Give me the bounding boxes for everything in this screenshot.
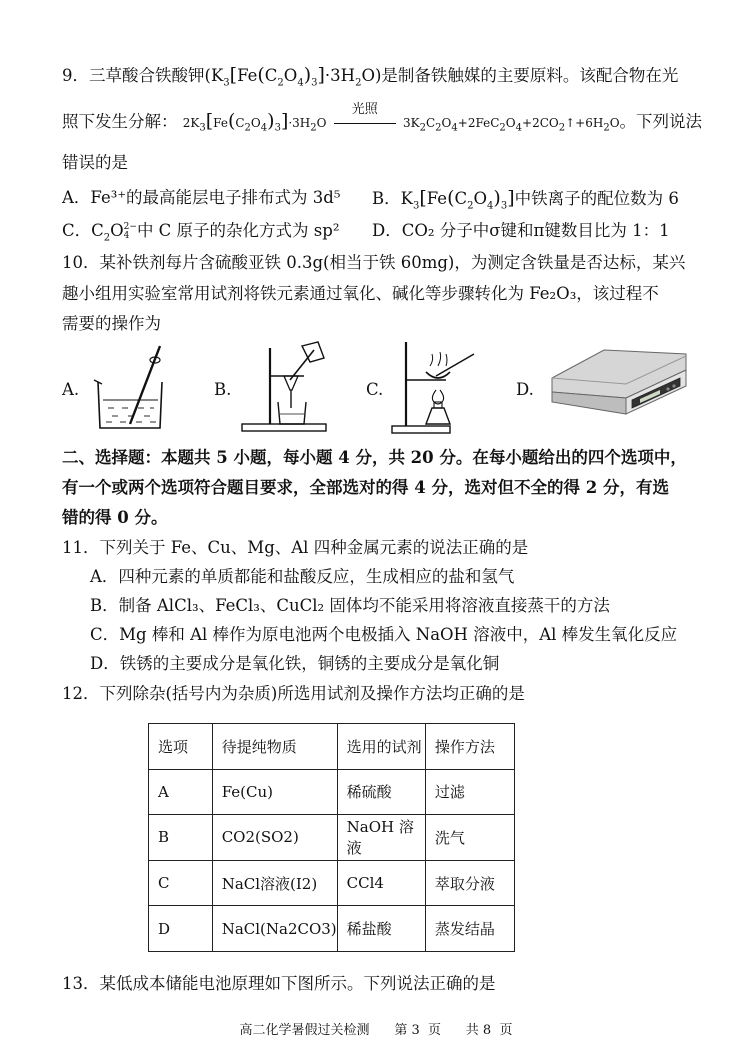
- q11-stem: 11．下列关于 Fe、Cu、Mg、Al 四种金属元素的说法正确的是: [62, 538, 529, 557]
- table-header-cell: 选项: [149, 724, 213, 770]
- table-cell: 洗气: [425, 815, 514, 861]
- q11-option-d: D．铁锈的主要成分是氧化铁，铜锈的主要成分是氧化铜: [90, 654, 500, 673]
- table-cell: 过滤: [425, 769, 514, 815]
- section2-line3: 错的得 0 分。: [62, 508, 168, 527]
- q9-option-c: C．$C_2O2-$ 4 中 C 原子的杂化方式为 sp²: [62, 221, 340, 244]
- table-cell: Fe(Cu): [212, 769, 337, 815]
- q9-line3: 错误的是: [62, 153, 128, 172]
- q10-label-b: B.: [214, 380, 232, 399]
- table-header-cell: 待提纯物质: [212, 724, 337, 770]
- filtration-setup-icon: [240, 340, 332, 434]
- table-header-cell: 选用的试剂: [337, 724, 425, 770]
- q9-intro-line: 9．三草酸合铁酸钾$(K_3[Fe(C_2O_4)_3]\cdot 3H_2O)$是制备铁触媒的主要原料。该配合物在光: [62, 64, 679, 89]
- table-cell: D: [149, 906, 213, 952]
- table-row: [149, 769, 515, 815]
- evaporation-setup-icon: [390, 340, 480, 436]
- q9-option-a: A．Fe³⁺的最高能层电子排布式为 3d⁵: [62, 188, 341, 207]
- formula-k3fec2o4: $K_3[Fe(C_2O_4)_3]$: [400, 187, 515, 212]
- q11-option-a: A．四种元素的单质都能和盐酸反应，生成相应的盐和氢气: [90, 567, 515, 586]
- beaker-stirring-icon: [90, 342, 172, 432]
- table-row: [149, 906, 515, 952]
- q10-label-d: D.: [516, 380, 534, 399]
- q10-line1: 10．某补铁剂每片含硫酸亚铁 0.3g(相当于铁 60mg)，为测定含铁量是否达标，某兴: [62, 253, 686, 272]
- table-cell: NaCl(Na2CO3): [212, 906, 337, 952]
- table-cell: A: [149, 769, 213, 815]
- table-header-cell: 操作方法: [425, 724, 514, 770]
- q9-option-d: D．CO₂ 分子中σ键和π键数目比为 1：1: [372, 221, 670, 240]
- q10-label-c: C.: [366, 380, 384, 399]
- table-cell: 蒸发结晶: [425, 906, 514, 952]
- table-cell: 稀硫酸: [337, 769, 425, 815]
- table-cell: CCl4: [337, 860, 425, 906]
- table-row: [149, 815, 515, 861]
- q9-option-b: B．$K_3[Fe(C_2O_4)_3]$中铁离子的配位数为 6: [372, 187, 679, 212]
- q9-equation-line: 照下发生分解： $2K_3[Fe(C_2O_4)_3]\cdot 3H_2O$ 光照 $3K_2C_2O_4+2FeC_2O_4+2CO_2↑+6H_2O$。下列说法: [62, 101, 703, 134]
- q12-options-table: [148, 723, 515, 952]
- q10-label-a: A.: [62, 380, 80, 399]
- section2-line2: 有一个或两个选项符合题目要求，全部选对的得 4 分，选对但不全的得 2 分，有选: [62, 478, 669, 497]
- table-row: [149, 860, 515, 906]
- table-cell: NaOH 溶液: [337, 815, 425, 861]
- equation-lhs: $2K_3[Fe(C_2O_4)_3]\cdot 3H_2O$: [182, 110, 327, 134]
- q10-line2: 趣小组用实验室常用试剂将铁元素通过氧化、碱化等步骤转化为 Fe₂O₃，该过程不: [62, 284, 659, 303]
- table-header-row: [149, 724, 515, 770]
- table-cell: NaCl溶液(I2): [212, 860, 337, 906]
- table-cell: 稀盐酸: [337, 906, 425, 952]
- q11-option-b: B．制备 AlCl₃、FeCl₃、CuCl₂ 固体均不能采用将溶液直接蒸干的方法: [90, 596, 610, 615]
- formula-k3fec2o4-3h2o: $K_3[Fe(C_2O_4)_3]\cdot 3H_2O$: [210, 64, 375, 89]
- q11-option-c: C．Mg 棒和 Al 棒作为原电池两个电极插入 NaOH 溶液中，Al 棒发生氧化反应: [90, 625, 678, 644]
- equation-rhs: $3K_2C_2O_4+2FeC_2O_4+2CO_2↑+6H_2O$: [403, 116, 620, 134]
- table-cell: 萃取分液: [425, 860, 514, 906]
- section2-line1: 二、选择题：本题共 5 小题，每小题 4 分，共 20 分。在每小题给出的四个选项中，: [62, 448, 687, 467]
- page-footer: 高二化学暑假过关检测 第 3 页 共 8 页: [239, 1023, 513, 1038]
- formula-c2o4-ion: $C_2O2-$ 4: [91, 221, 137, 244]
- table-cell: CO2(SO2): [212, 815, 337, 861]
- reaction-arrow: 光照: [332, 116, 398, 130]
- q13-stem: 13．某低成本储能电池原理如下图所示。下列说法正确的是: [62, 974, 496, 993]
- q10-line3: 需要的操作为: [62, 314, 161, 333]
- table-cell: C: [149, 860, 213, 906]
- electronic-balance-icon: [544, 342, 694, 422]
- q12-stem: 12．下列除杂(括号内为杂质)所选用试剂及操作方法均正确的是: [62, 684, 525, 703]
- table-cell: B: [149, 815, 213, 861]
